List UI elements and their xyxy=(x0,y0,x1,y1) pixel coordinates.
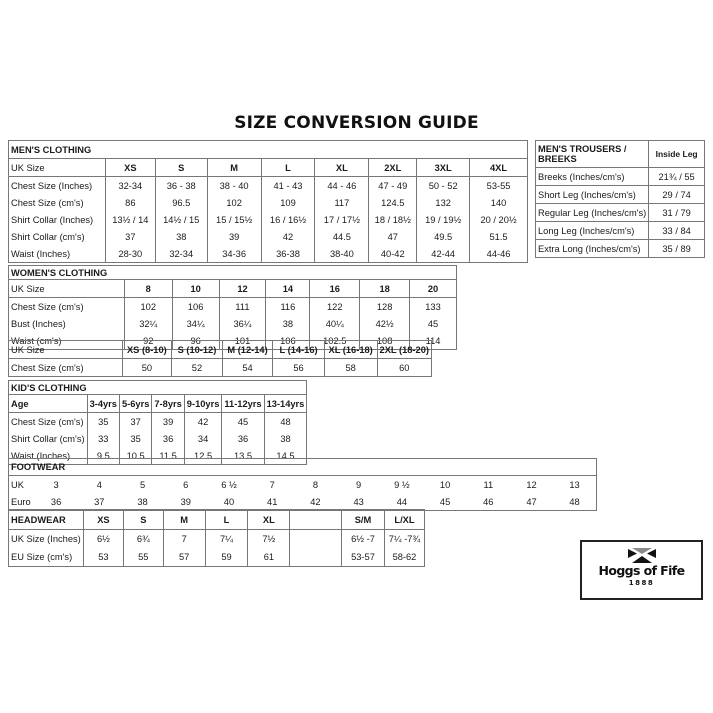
cell: 44 xyxy=(396,496,408,507)
cell: 48 xyxy=(264,413,307,431)
cell: 38 xyxy=(264,430,307,447)
cell: 57 xyxy=(163,547,205,567)
size-header: 20 xyxy=(410,280,457,298)
cell: 44-46 xyxy=(470,245,528,263)
cell: 61 xyxy=(248,547,290,567)
cell: 117 xyxy=(315,194,369,211)
age-header: 3-4yrs xyxy=(87,395,119,413)
cell: 96 xyxy=(172,332,219,350)
row-label: Chest Size (cm's) xyxy=(9,298,125,316)
cell: 41 - 43 xyxy=(261,177,315,195)
table-row xyxy=(9,476,597,494)
row-label: Breeks (Inches/cm's) xyxy=(536,168,649,186)
cell: 39 xyxy=(180,496,191,507)
size-header: 3XL xyxy=(417,159,470,177)
table-row xyxy=(9,228,528,245)
size-header: L xyxy=(205,510,248,530)
header-label: UK Size xyxy=(9,341,123,359)
cell: 101 xyxy=(219,332,266,350)
size-header: 10 xyxy=(172,280,219,298)
cell: 6 ½ xyxy=(221,479,237,490)
header-label: UK Size xyxy=(9,280,125,298)
cell: 53-55 xyxy=(470,177,528,195)
cell: 35 / 89 xyxy=(649,240,705,258)
size-header: XS (8-10) xyxy=(122,341,172,359)
table-row xyxy=(9,177,528,195)
section-title: KID'S CLOTHING xyxy=(9,381,307,395)
cell: 108 xyxy=(360,332,410,350)
size-header: S xyxy=(155,159,207,177)
row-label: EU Size (cm's) xyxy=(9,547,84,567)
cell: 128 xyxy=(360,298,410,316)
footwear-table xyxy=(8,458,597,511)
cell: 14.5 xyxy=(264,447,307,465)
cell: 124.5 xyxy=(369,194,417,211)
size-header: 2XL (18-20) xyxy=(377,341,431,359)
cell: 7½ xyxy=(248,530,290,548)
size-header: 18 xyxy=(360,280,410,298)
size-header: S xyxy=(123,510,163,530)
cell: 42 xyxy=(310,496,321,507)
cell: 33 xyxy=(87,430,119,447)
cell: 28-30 xyxy=(105,245,155,263)
cell: 37 xyxy=(94,496,105,507)
cell: 38 xyxy=(137,496,148,507)
size-header: 4XL xyxy=(470,159,528,177)
row-label: UK Size (Inches) xyxy=(9,530,84,548)
size-header: 8 xyxy=(124,280,172,298)
row-label: Short Leg (Inches/cm's) xyxy=(536,186,649,204)
cell: 52 xyxy=(172,359,223,377)
section-title-line1: MEN'S TROUSERS / xyxy=(538,144,627,154)
cell: 6 xyxy=(183,479,189,490)
size-header: M xyxy=(163,510,205,530)
size-header xyxy=(290,510,342,530)
cell: 36¼ xyxy=(219,315,266,332)
age-header: 7-8yrs xyxy=(152,395,184,413)
cell: 7 xyxy=(163,530,205,548)
cell: 35 xyxy=(87,413,119,431)
row-label: UK xyxy=(9,476,35,494)
header-label: Age xyxy=(9,395,88,413)
logo-year: 1888 xyxy=(628,579,655,587)
section-title: HEADWEAR xyxy=(9,510,84,530)
cell: 40¼ xyxy=(310,315,360,332)
row-label: Chest Size (cm's) xyxy=(9,194,106,211)
cell: 122 xyxy=(310,298,360,316)
cell: 50 - 52 xyxy=(417,177,470,195)
row-label: Shirt Collar (Inches) xyxy=(9,211,106,228)
row-label: Extra Long (Inches/cm's) xyxy=(536,240,649,258)
cell: 47 xyxy=(369,228,417,245)
cell: 45 xyxy=(410,315,457,332)
cell: 8 xyxy=(312,479,318,490)
table-row xyxy=(536,168,705,186)
womens-alpha-size-table xyxy=(8,340,432,377)
cell: 6½ -7 xyxy=(342,530,385,548)
cell: 7¼ -7¾ xyxy=(384,530,424,548)
cell: 132 xyxy=(417,194,470,211)
table-row xyxy=(9,530,425,548)
cell: 58-62 xyxy=(384,547,424,567)
row-label: Waist (Inches) xyxy=(9,447,88,465)
cell: 3 xyxy=(53,479,59,490)
cell: 37 xyxy=(105,228,155,245)
cell: 18 / 18½ xyxy=(369,211,417,228)
cell: 43 xyxy=(353,496,364,507)
row-label: Chest Size (cm's) xyxy=(9,359,123,377)
cell: 31 / 79 xyxy=(649,204,705,222)
cell: 44 - 46 xyxy=(315,177,369,195)
table-row xyxy=(9,413,307,431)
cell: 14½ / 15 xyxy=(155,211,207,228)
cell: 47 xyxy=(526,496,537,507)
cell: 12 xyxy=(526,479,537,490)
cell: 37 xyxy=(119,413,151,431)
cell: 36-38 xyxy=(261,245,315,263)
header-label: UK Size xyxy=(9,159,106,177)
cell: 51.5 xyxy=(470,228,528,245)
size-header: XL xyxy=(315,159,369,177)
size-header: L/XL xyxy=(384,510,424,530)
cell: 55 xyxy=(123,547,163,567)
table-row xyxy=(9,211,528,228)
cell: 38 - 40 xyxy=(207,177,261,195)
cell: 133 xyxy=(410,298,457,316)
cell: 13.5 xyxy=(222,447,264,465)
size-header: XL xyxy=(248,510,290,530)
cell: 32-34 xyxy=(155,245,207,263)
size-header: 2XL xyxy=(369,159,417,177)
cell: 54 xyxy=(222,359,273,377)
page-title: SIZE CONVERSION GUIDE xyxy=(234,113,479,133)
table-row xyxy=(536,222,705,240)
cell: 59 xyxy=(205,547,248,567)
cell: 45 xyxy=(439,496,451,507)
headwear-table xyxy=(8,509,425,567)
section-title-line2: BREEKS xyxy=(538,154,577,164)
cell: 47 - 49 xyxy=(369,177,417,195)
cell: 19 / 19½ xyxy=(417,211,470,228)
cell: 49.5 xyxy=(417,228,470,245)
cell: 86 xyxy=(105,194,155,211)
cell: 102 xyxy=(207,194,261,211)
cell: 9 xyxy=(356,479,362,490)
age-header: 13-14yrs xyxy=(264,395,307,413)
table-row xyxy=(536,240,705,258)
size-header: M xyxy=(207,159,261,177)
cell: 29 / 74 xyxy=(649,186,705,204)
row-label: Waist (Inches) xyxy=(9,245,106,263)
cell: 102.5 xyxy=(310,332,360,350)
cell: 34¼ xyxy=(172,315,219,332)
cell: 32-34 xyxy=(105,177,155,195)
row-label: Bust (Inches) xyxy=(9,315,125,332)
cell: 10.5 xyxy=(119,447,151,465)
cell: 38 xyxy=(266,315,310,332)
size-header: M (12-14) xyxy=(222,341,273,359)
size-header: XS xyxy=(105,159,155,177)
cell: 48 xyxy=(553,493,596,511)
cell: 4 xyxy=(96,479,102,490)
age-header: 5-6yrs xyxy=(119,395,151,413)
cell xyxy=(290,530,342,548)
cell: 21¾ / 55 xyxy=(649,168,705,186)
cell: 38 xyxy=(155,228,207,245)
size-header: 14 xyxy=(266,280,310,298)
size-header: L (14-16) xyxy=(273,341,324,359)
size-header: L xyxy=(261,159,315,177)
cell: 11.5 xyxy=(152,447,184,465)
cell: 7 xyxy=(269,479,275,490)
cell: 40 xyxy=(223,496,235,507)
table-row xyxy=(9,298,457,316)
cell: 111 xyxy=(219,298,266,316)
age-header: 11-12yrs xyxy=(222,395,264,413)
cell: 17 / 17½ xyxy=(315,211,369,228)
cell: 38-40 xyxy=(315,245,369,263)
womens-clothing-table xyxy=(8,265,457,350)
cell: 46 xyxy=(483,496,494,507)
hoggs-of-fife-logo xyxy=(580,540,703,600)
table-row xyxy=(9,547,425,567)
inside-leg-header: Inside Leg xyxy=(649,141,705,168)
row-label: Euro xyxy=(9,493,35,511)
cell: 6¾ xyxy=(123,530,163,548)
table-row xyxy=(536,204,705,222)
logo-brand-name: Hoggs of Fife xyxy=(598,563,685,578)
cell: 34-36 xyxy=(207,245,261,263)
cell: 50 xyxy=(122,359,172,377)
cell: 9 ½ xyxy=(394,479,410,490)
section-title: WOMEN'S CLOTHING xyxy=(9,266,457,280)
cell: 44.5 xyxy=(315,228,369,245)
cell: 92 xyxy=(124,332,172,350)
table-row xyxy=(9,245,528,263)
size-header: 16 xyxy=(310,280,360,298)
cell: 13 xyxy=(553,476,596,494)
cell: 106 xyxy=(266,332,310,350)
cell: 42-44 xyxy=(417,245,470,263)
cell: 42½ xyxy=(360,315,410,332)
cell: 60 xyxy=(377,359,431,377)
table-row xyxy=(536,186,705,204)
row-label: Regular Leg (Inches/cm's) xyxy=(536,204,649,222)
cell: 102 xyxy=(124,298,172,316)
cell: 106 xyxy=(172,298,219,316)
size-header: S/M xyxy=(342,510,385,530)
cell: 5 xyxy=(139,479,146,490)
cell: 39 xyxy=(207,228,261,245)
mens-trousers-table xyxy=(535,140,705,258)
cell xyxy=(290,547,342,567)
cell: 109 xyxy=(261,194,315,211)
cell: 116 xyxy=(266,298,310,316)
row-label: Chest Size (Inches) xyxy=(9,177,106,195)
cell: 7¼ xyxy=(205,530,248,548)
row-label: Waist (cm's) xyxy=(9,332,125,350)
cell: 56 xyxy=(273,359,324,377)
age-header: 9-10yrs xyxy=(184,395,222,413)
cell: 34 xyxy=(184,430,222,447)
row-label: Shirt Collar (cm's) xyxy=(9,228,106,245)
cell: 9.5 xyxy=(87,447,119,465)
cell: 39 xyxy=(152,413,184,431)
size-header: 12 xyxy=(219,280,266,298)
cell: 13½ / 14 xyxy=(105,211,155,228)
table-row xyxy=(9,194,528,211)
cell: 33 / 84 xyxy=(649,222,705,240)
row-label: Long Leg (Inches/cm's) xyxy=(536,222,649,240)
cell: 20 / 20½ xyxy=(470,211,528,228)
cell: 10 xyxy=(439,479,451,490)
section-title: MEN'S CLOTHING xyxy=(9,141,528,159)
size-header: XL (16-18) xyxy=(324,341,377,359)
size-header: XS xyxy=(83,510,123,530)
cell: 16 / 16½ xyxy=(261,211,315,228)
cell: 15 / 15½ xyxy=(207,211,261,228)
cell: 96.5 xyxy=(155,194,207,211)
table-row xyxy=(9,430,307,447)
cell: 40-42 xyxy=(369,245,417,263)
cell: 41 xyxy=(267,496,278,507)
cell: 36 xyxy=(50,496,62,507)
cell: 36 xyxy=(222,430,264,447)
section-title: FOOTWEAR xyxy=(9,459,597,476)
cell: 53-57 xyxy=(342,547,385,567)
mens-clothing-table xyxy=(8,140,528,263)
cell: 42 xyxy=(261,228,315,245)
saltire-flag-icon xyxy=(628,548,656,564)
cell: 58 xyxy=(324,359,377,377)
cell: 42 xyxy=(184,413,222,431)
row-label: Chest Size (cm's) xyxy=(9,413,88,431)
table-row xyxy=(9,493,597,511)
cell: 53 xyxy=(83,547,123,567)
table-row xyxy=(9,359,432,377)
cell: 140 xyxy=(470,194,528,211)
cell: 45 xyxy=(222,413,264,431)
cell: 36 xyxy=(152,430,184,447)
row-label: Shirt Collar (cm's) xyxy=(9,430,88,447)
kids-clothing-table xyxy=(8,380,307,465)
cell: 36 - 38 xyxy=(155,177,207,195)
cell: 6½ xyxy=(83,530,123,548)
table-row xyxy=(9,315,457,332)
cell: 32¼ xyxy=(124,315,172,332)
cell: 11 xyxy=(483,479,494,490)
cell: 12.5 xyxy=(184,447,222,465)
cell: 35 xyxy=(119,430,151,447)
size-header: S (10-12) xyxy=(172,341,223,359)
cell: 114 xyxy=(410,332,457,350)
